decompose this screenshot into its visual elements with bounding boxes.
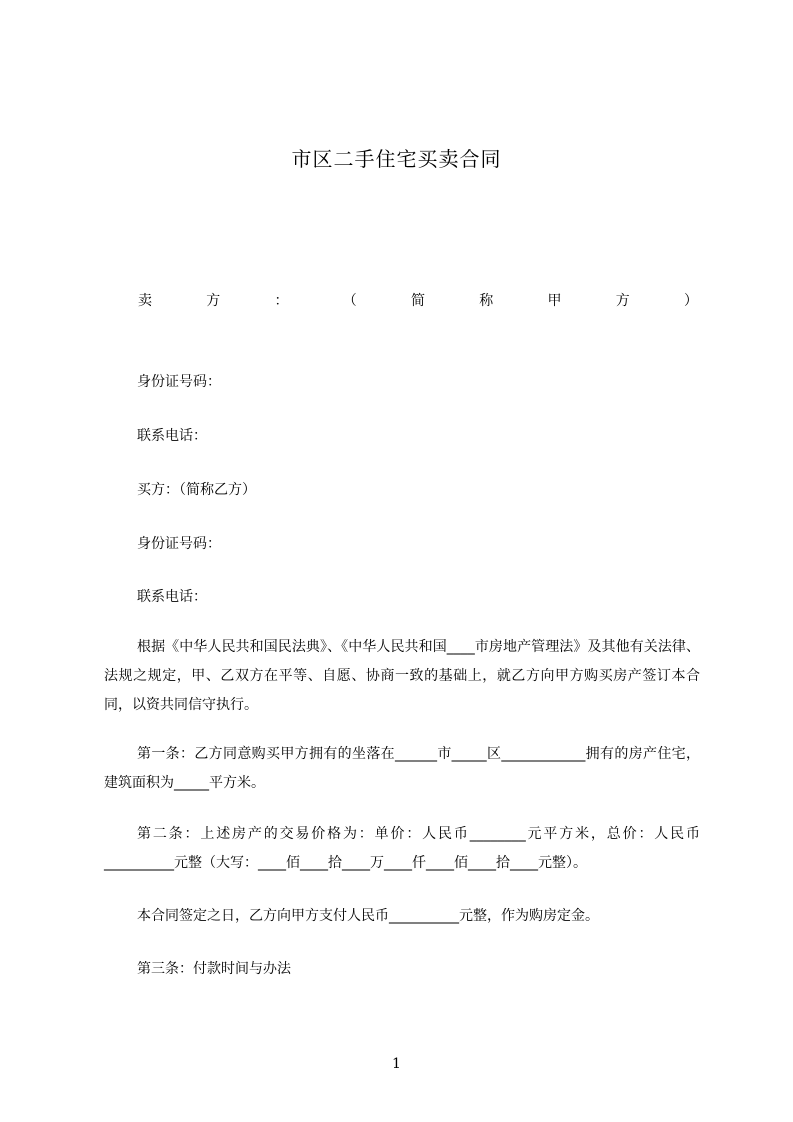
seller-char: ： [274,293,289,309]
seller-char: 甲 [547,293,562,309]
article-1: 第一条：乙方同意购买甲方拥有的坐落在______市_____区____________拥有的房产住宅，建筑面积为_____平方米。 [104,746,700,791]
seller-char: 称 [479,293,494,309]
seller-char: 简 [411,293,425,309]
seller-id-label: 身份证号码： [137,374,221,390]
seller-char: 方 [206,293,221,309]
seller-char: ） [684,293,698,309]
contract-title: 市区二手住宅买卖合同 [291,147,502,171]
article-3-heading: 第三条：付款时间与办法 [137,961,291,977]
seller-phone-label: 联系电话： [137,428,207,444]
seller-line [138,290,698,310]
deposit-paragraph: 本合同签定之日，乙方向甲方支付人民币__________元整，作为购房定金。 [137,908,599,924]
intro-paragraph: 根据《中华人民共和国民法典》、《中华人民共和国____市房地产管理法》及其他有关法律、法规之规定，甲、乙双方在平等、自愿、协商一致的基础上，就乙方向甲方购买房产签订本合同，以资共同信守执行。 [104,639,700,713]
seller-char: 方 [615,293,630,309]
seller-char: 卖 [138,293,152,309]
page-number: 1 [392,1056,401,1072]
article-2: 第二条：上述房产的交易价格为：单价：人民币________元平方米，总价：人民币__________元整（大写：____佰____拾____万____仟____佰____拾____元整）。 [104,826,700,871]
buyer-id-label: 身份证号码： [137,536,221,552]
seller-char: （ [342,293,357,309]
buyer-label: 买方：（简称乙方） [137,482,256,498]
buyer-phone-label: 联系电话： [137,589,207,605]
